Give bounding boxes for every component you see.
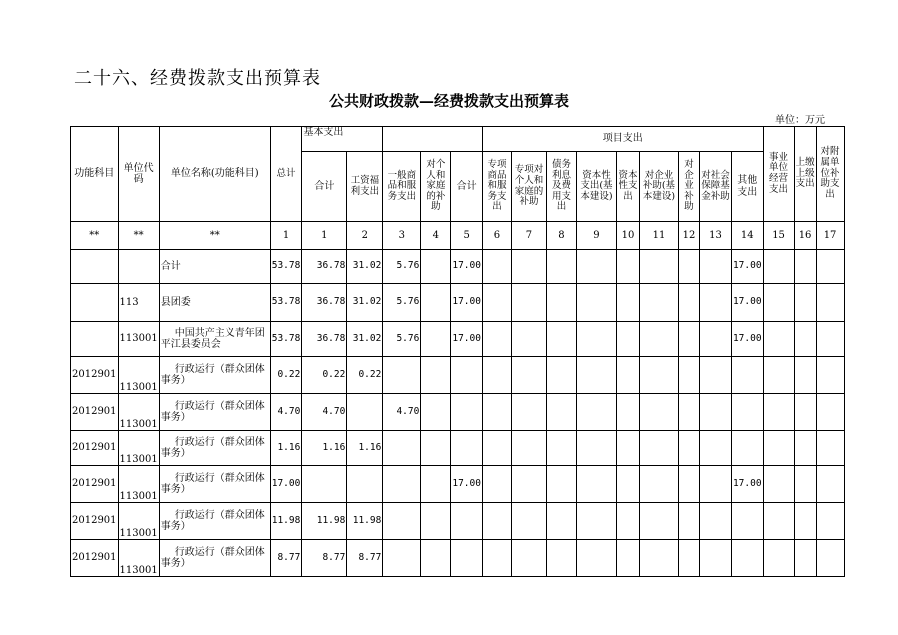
table-row [71, 284, 845, 322]
value-cell [576, 394, 616, 431]
unit-code-cell: 113001 [118, 431, 159, 466]
value-cell [511, 284, 546, 322]
value-cell [511, 394, 546, 431]
index-cell: 12 [678, 222, 699, 250]
value-cell [794, 466, 816, 503]
value-cell [794, 394, 816, 431]
value-cell [816, 250, 844, 284]
header-enterprise: 对企业补助(基本建设) [639, 152, 678, 222]
header-proj-personal: 专项对个人和家庭的补助 [511, 152, 546, 222]
value-cell [511, 503, 546, 540]
unit-label: 单位：万元 [775, 115, 825, 126]
index-cell: 3 [383, 222, 421, 250]
func-subject-cell [71, 284, 119, 322]
header-total: 总计 [270, 127, 302, 222]
value-cell [763, 503, 794, 540]
index-cell: 8 [546, 222, 576, 250]
value-cell [678, 431, 699, 466]
value-cell: 36.78 [302, 250, 347, 284]
value-cell [482, 322, 511, 357]
index-cell: 4 [421, 222, 451, 250]
value-cell [763, 322, 794, 357]
budget-table [70, 126, 845, 577]
index-cell: ** [159, 222, 270, 250]
header-social: 对社会保障基金补助 [699, 152, 731, 222]
value-cell [763, 540, 794, 577]
index-cell: 2 [347, 222, 383, 250]
value-cell: 8.77 [347, 540, 383, 577]
index-cell: ** [118, 222, 159, 250]
value-cell [639, 357, 678, 394]
func-subject-cell: 2012901 [71, 503, 119, 540]
value-cell [482, 503, 511, 540]
unit-name-cell: 行政运行（群众团体事务） [159, 540, 270, 577]
value-cell [421, 250, 451, 284]
table-row [71, 431, 845, 466]
value-cell [699, 357, 731, 394]
index-cell: 1 [270, 222, 302, 250]
value-cell [763, 394, 794, 431]
value-cell [482, 284, 511, 322]
value-cell [511, 466, 546, 503]
value-cell [576, 431, 616, 466]
value-cell [699, 503, 731, 540]
value-cell: 17.00 [731, 284, 763, 322]
value-cell [639, 503, 678, 540]
header-business: 事业单位经营支出 [763, 127, 794, 222]
value-cell [451, 503, 483, 540]
value-cell [639, 394, 678, 431]
header-func-subject: 功能科目 [71, 127, 119, 222]
value-cell [678, 540, 699, 577]
value-cell [794, 284, 816, 322]
value-cell: 4.70 [302, 394, 347, 431]
value-cell [816, 431, 844, 466]
value-cell: 17.00 [731, 466, 763, 503]
value-cell: 4.70 [270, 394, 302, 431]
index-cell: ** [71, 222, 119, 250]
func-subject-cell: 2012901 [71, 540, 119, 577]
header-capital2: 资本性支出 [616, 152, 639, 222]
unit-name-cell: 行政运行（群众团体事务） [159, 431, 270, 466]
value-cell [763, 357, 794, 394]
value-cell [816, 503, 844, 540]
value-cell [678, 250, 699, 284]
index-cell: 14 [731, 222, 763, 250]
value-cell [421, 431, 451, 466]
unit-code-cell: 113001 [118, 357, 159, 394]
value-cell [576, 284, 616, 322]
func-subject-cell [71, 250, 119, 284]
value-cell [616, 466, 639, 503]
value-cell: 5.76 [383, 284, 421, 322]
value-cell [616, 250, 639, 284]
value-cell [511, 357, 546, 394]
header-subsidiary: 对附属单位补助支出 [816, 127, 844, 222]
value-cell [546, 540, 576, 577]
value-cell [699, 540, 731, 577]
value-cell: 17.00 [731, 322, 763, 357]
value-cell [816, 466, 844, 503]
header-basic-subtotal: 合计 [302, 152, 347, 222]
table-title: 公共财政拨款—经费拨款支出预算表 [328, 92, 569, 110]
value-cell [678, 466, 699, 503]
header-salary: 工资福利支出 [347, 152, 383, 222]
value-cell [699, 466, 731, 503]
value-cell [511, 322, 546, 357]
value-cell: 8.77 [302, 540, 347, 577]
value-cell [546, 250, 576, 284]
header-proj-subtotal: 合计 [451, 152, 483, 222]
func-subject-cell [71, 322, 119, 357]
header-capital: 资本性支出(基本建设) [576, 152, 616, 222]
index-cell: 10 [616, 222, 639, 250]
value-cell [576, 540, 616, 577]
value-cell [347, 394, 383, 431]
func-subject-cell: 2012901 [71, 394, 119, 431]
header-other: 其他支出 [731, 152, 763, 222]
value-cell [576, 250, 616, 284]
index-cell: 16 [794, 222, 816, 250]
value-cell: 1.16 [302, 431, 347, 466]
value-cell: 11.98 [270, 503, 302, 540]
header-project-group: 项目支出 [482, 127, 763, 152]
value-cell [347, 466, 383, 503]
value-cell: 1.16 [347, 431, 383, 466]
unit-code-cell: 113 [118, 284, 159, 322]
value-cell [794, 503, 816, 540]
value-cell [616, 540, 639, 577]
value-cell [763, 466, 794, 503]
header-proj-goods: 专项商品和服务支出 [482, 152, 511, 222]
value-cell [421, 503, 451, 540]
value-cell [794, 431, 816, 466]
table-row [71, 466, 845, 503]
table-row [71, 250, 845, 284]
value-cell: 31.02 [347, 250, 383, 284]
value-cell: 17.00 [270, 466, 302, 503]
unit-code-cell: 113001 [118, 503, 159, 540]
value-cell [482, 394, 511, 431]
table-row [71, 357, 845, 394]
value-cell [546, 431, 576, 466]
value-cell: 17.00 [451, 322, 483, 357]
value-cell [639, 284, 678, 322]
value-cell: 0.22 [270, 357, 302, 394]
value-cell: 17.00 [451, 250, 483, 284]
index-cell: 9 [576, 222, 616, 250]
value-cell [616, 357, 639, 394]
value-cell [616, 284, 639, 322]
value-cell: 11.98 [302, 503, 347, 540]
value-cell [678, 503, 699, 540]
value-cell: 8.77 [270, 540, 302, 577]
value-cell [511, 431, 546, 466]
header-personal: 对个人和家庭的补助 [421, 152, 451, 222]
value-cell [576, 503, 616, 540]
value-cell [699, 431, 731, 466]
value-cell [699, 284, 731, 322]
value-cell [576, 357, 616, 394]
value-cell [421, 466, 451, 503]
value-cell: 4.70 [383, 394, 421, 431]
value-cell [383, 503, 421, 540]
value-cell [482, 466, 511, 503]
index-cell: 11 [639, 222, 678, 250]
value-cell [451, 540, 483, 577]
value-cell [482, 540, 511, 577]
header-unit-name: 单位名称(功能科目) [159, 127, 270, 222]
value-cell: 0.22 [347, 357, 383, 394]
value-cell: 36.78 [302, 322, 347, 357]
value-cell [678, 357, 699, 394]
value-cell [794, 322, 816, 357]
value-cell [699, 250, 731, 284]
unit-code-cell: 113001 [118, 394, 159, 431]
value-cell: 53.78 [270, 322, 302, 357]
header-upper: 上缴上级支出 [794, 127, 816, 222]
value-cell [546, 357, 576, 394]
value-cell [639, 431, 678, 466]
value-cell [383, 357, 421, 394]
value-cell [546, 466, 576, 503]
func-subject-cell: 2012901 [71, 357, 119, 394]
unit-name-cell: 行政运行（群众团体事务） [159, 357, 270, 394]
header-debt: 债务利息及费用支出 [546, 152, 576, 222]
value-cell [482, 357, 511, 394]
value-cell [639, 250, 678, 284]
value-cell [421, 284, 451, 322]
value-cell [451, 357, 483, 394]
value-cell [816, 394, 844, 431]
value-cell: 31.02 [347, 284, 383, 322]
value-cell: 17.00 [451, 466, 483, 503]
value-cell [482, 250, 511, 284]
value-cell [816, 284, 844, 322]
index-row [71, 222, 845, 250]
unit-code-cell: 113001 [118, 466, 159, 503]
value-cell: 5.76 [383, 322, 421, 357]
header-enterprise2: 对企业补助 [678, 152, 699, 222]
table-body [71, 250, 845, 577]
section-title: 二十六、经费拨款支出预算表 [74, 68, 321, 89]
value-cell [576, 466, 616, 503]
value-cell [699, 322, 731, 357]
value-cell: 53.78 [270, 284, 302, 322]
value-cell [546, 394, 576, 431]
index-cell: 1 [302, 222, 347, 250]
value-cell [816, 357, 844, 394]
value-cell [546, 503, 576, 540]
index-cell: 5 [451, 222, 483, 250]
index-cell: 17 [816, 222, 844, 250]
func-subject-cell: 2012901 [71, 466, 119, 503]
unit-name-cell: 中国共产主义青年团平江县委员会 [159, 322, 270, 357]
value-cell [699, 394, 731, 431]
value-cell [616, 503, 639, 540]
unit-name-cell: 行政运行（群众团体事务） [159, 466, 270, 503]
value-cell [731, 357, 763, 394]
value-cell [731, 394, 763, 431]
value-cell [421, 357, 451, 394]
value-cell [421, 322, 451, 357]
value-cell [576, 322, 616, 357]
value-cell [794, 357, 816, 394]
value-cell [678, 322, 699, 357]
value-cell: 17.00 [731, 250, 763, 284]
value-cell: 36.78 [302, 284, 347, 322]
value-cell [794, 540, 816, 577]
value-cell [383, 540, 421, 577]
value-cell [678, 284, 699, 322]
value-cell [511, 540, 546, 577]
unit-code-cell: 113001 [118, 540, 159, 577]
value-cell [794, 250, 816, 284]
header-row-1 [71, 127, 845, 152]
value-cell [639, 540, 678, 577]
value-cell [731, 431, 763, 466]
value-cell: 17.00 [451, 284, 483, 322]
value-cell [302, 466, 347, 503]
table-row [71, 394, 845, 431]
table-row [71, 503, 845, 540]
value-cell [731, 540, 763, 577]
value-cell [763, 284, 794, 322]
value-cell [383, 431, 421, 466]
value-cell: 1.16 [270, 431, 302, 466]
index-cell: 13 [699, 222, 731, 250]
value-cell: 0.22 [302, 357, 347, 394]
value-cell [763, 250, 794, 284]
value-cell [678, 394, 699, 431]
header-basic-group: 基本支出 [302, 127, 383, 152]
index-cell: 6 [482, 222, 511, 250]
value-cell [639, 322, 678, 357]
value-cell [616, 394, 639, 431]
value-cell [816, 322, 844, 357]
table-row [71, 322, 845, 357]
value-cell [731, 503, 763, 540]
value-cell [816, 540, 844, 577]
value-cell [763, 431, 794, 466]
header-goods: 一般商品和服务支出 [383, 152, 421, 222]
value-cell [511, 250, 546, 284]
value-cell [451, 394, 483, 431]
table-row [71, 540, 845, 577]
value-cell [421, 394, 451, 431]
unit-code-cell: 113001 [118, 322, 159, 357]
index-cell: 15 [763, 222, 794, 250]
value-cell [421, 540, 451, 577]
value-cell [546, 322, 576, 357]
value-cell [482, 431, 511, 466]
value-cell: 5.76 [383, 250, 421, 284]
value-cell [616, 431, 639, 466]
value-cell [546, 284, 576, 322]
value-cell [451, 431, 483, 466]
value-cell: 31.02 [347, 322, 383, 357]
unit-name-cell: 合计 [159, 250, 270, 284]
header-unit-code: 单位代码 [118, 127, 159, 222]
unit-code-cell [118, 250, 159, 284]
value-cell: 53.78 [270, 250, 302, 284]
value-cell [639, 466, 678, 503]
value-cell [383, 466, 421, 503]
value-cell: 11.98 [347, 503, 383, 540]
unit-name-cell: 行政运行（群众团体事务） [159, 503, 270, 540]
func-subject-cell: 2012901 [71, 431, 119, 466]
value-cell [616, 322, 639, 357]
unit-name-cell: 行政运行（群众团体事务） [159, 394, 270, 431]
unit-name-cell: 县团委 [159, 284, 270, 322]
index-cell: 7 [511, 222, 546, 250]
